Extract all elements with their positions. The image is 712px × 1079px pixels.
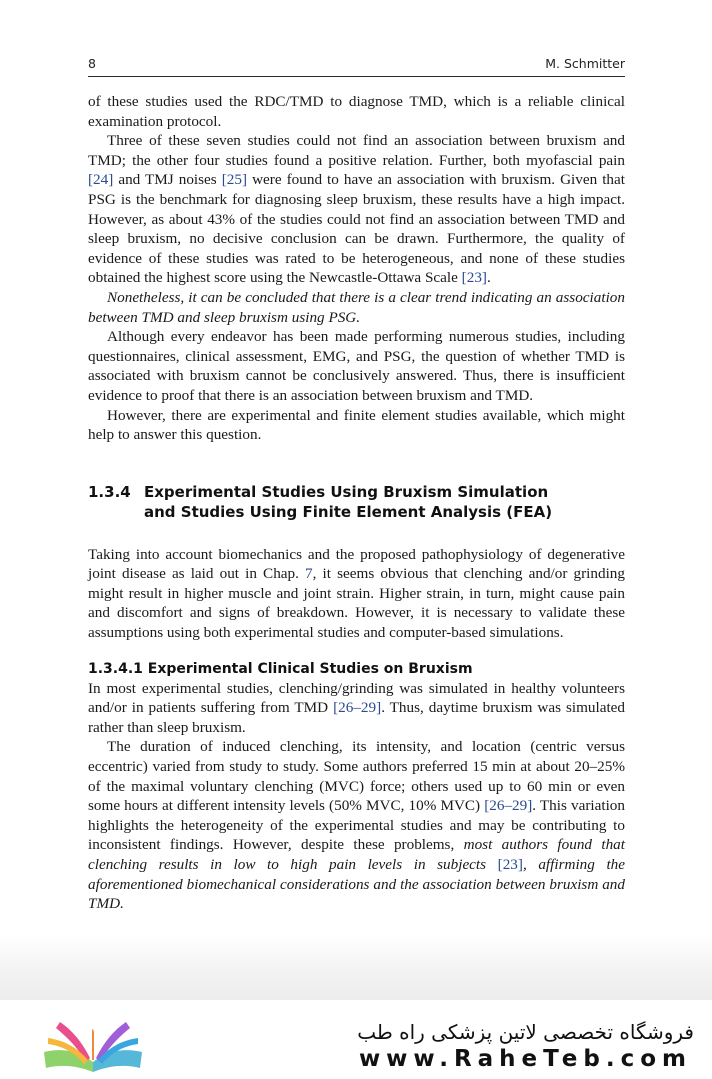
chapter-link[interactable]: 7: [305, 565, 313, 583]
paragraph-continued: of these studies used the RDC/TMD to diagnose TMD, which is a reliable clinical examination protocol.: [88, 93, 625, 130]
subsection-heading: 1.3.4.1 Experimental Clinical Studies on Bruxism: [88, 660, 473, 677]
paragraph-association-results: Three of these seven studies could not find an association between bruxism and TMD; the other four studies found a positive relation. Further, both myofascial pain [24] and TMJ noises [25] were found to have an association with bruxism. Given that PSG is the benchmark for diagnosing sleep bruxism, these results have a high impact. However, as about 43% of the studies could not find an association between TMD and sleep bruxism, no decisive conclusion can be drawn. Furthermore, the quality of evidence of these studies was rated to be heterogeneous, and none of these studies obtained the highest score using the Newcastle-Ottawa Scale [23].: [88, 132, 625, 287]
watermark-footer: [0, 1000, 712, 1079]
paragraph-biomechanics: Taking into account biomechanics and the proposed pathophysiology of degenerative joint disease as laid out in Chap. 7, it seems obvious that clenching and/or grinding might result in higher muscle and joint strain. Higher strain, in turn, might cause pain and discomfort and signs of breakdown. However, it is necessary to validate these assumptions using both experimental studies and computer-based simulations.: [88, 545, 625, 642]
paragraph-transition: However, there are experimental and finite element studies available, which might help to answer this question.: [88, 406, 625, 444]
paragraph-insufficient-evidence: Although every endeavor has been made performing numerous studies, including questionnaires, clinical assessment, EMG, and PSG, the question of whether TMD is associated with bruxism cannot be conclusively answered. Thus, there is insufficient evidence to proof that there is an association between bruxism and TMD.: [88, 328, 625, 404]
citation-link[interactable]: [26–29]: [333, 699, 382, 717]
citation-link[interactable]: [24]: [88, 171, 114, 189]
page-fade-overlay: [0, 935, 712, 1005]
shop-name: فروشگاه تخصصی لاتین پزشکی راه طب: [357, 1020, 694, 1044]
citation-link[interactable]: [25]: [221, 171, 248, 189]
page-number: 8: [88, 56, 96, 71]
section-heading: [88, 482, 625, 522]
page-body: [88, 92, 625, 914]
book-logo-icon: [38, 1012, 148, 1079]
section-number: 1.3.4: [88, 482, 131, 501]
citation-link[interactable]: [23]: [497, 856, 523, 873]
running-header: [88, 54, 625, 77]
paragraph-clenching-duration: The duration of induced clenching, its intensity, and location (centric versus eccentric) varied from study to study. Some authors preferred 15 min at about 20–25% of the maximal voluntary clenching (MVC) force; others used up to 60 min or even some hours at different intensity levels (50% MVC, 10% MVC) [26–29]. This variation highlights the heterogeneity of the experimental studies and may be contributing to inconsistent findings. However, despite these problems, most authors found that clenching results in low to high pain levels in subjects [23], affirming the aforementioned biomechanical considerations and the association between bruxism and TMD.: [88, 738, 625, 913]
paragraph-conclusion-italic: Nonetheless, it can be concluded that there is a clear trend indicating an association between TMD and sleep bruxism using PSG.: [88, 288, 625, 326]
paragraph-experimental-studies: In most experimental studies, clenching/grinding was simulated in healthy volunteers and/or in patients suffering from TMD [26–29]. Thus, daytime bruxism was simulated rather than sleep bruxism.: [88, 679, 625, 736]
citation-link[interactable]: [26–29]: [484, 797, 533, 815]
section-title-line1: Experimental Studies Using Bruxism Simulation: [144, 482, 549, 501]
running-author: M. Schmitter: [545, 56, 625, 71]
shop-url-link[interactable]: www.RaheTeb.com: [358, 1046, 692, 1072]
citation-link[interactable]: [23]: [461, 269, 487, 287]
section-title-line2: and Studies Using Finite Element Analysis (FEA): [144, 502, 553, 521]
